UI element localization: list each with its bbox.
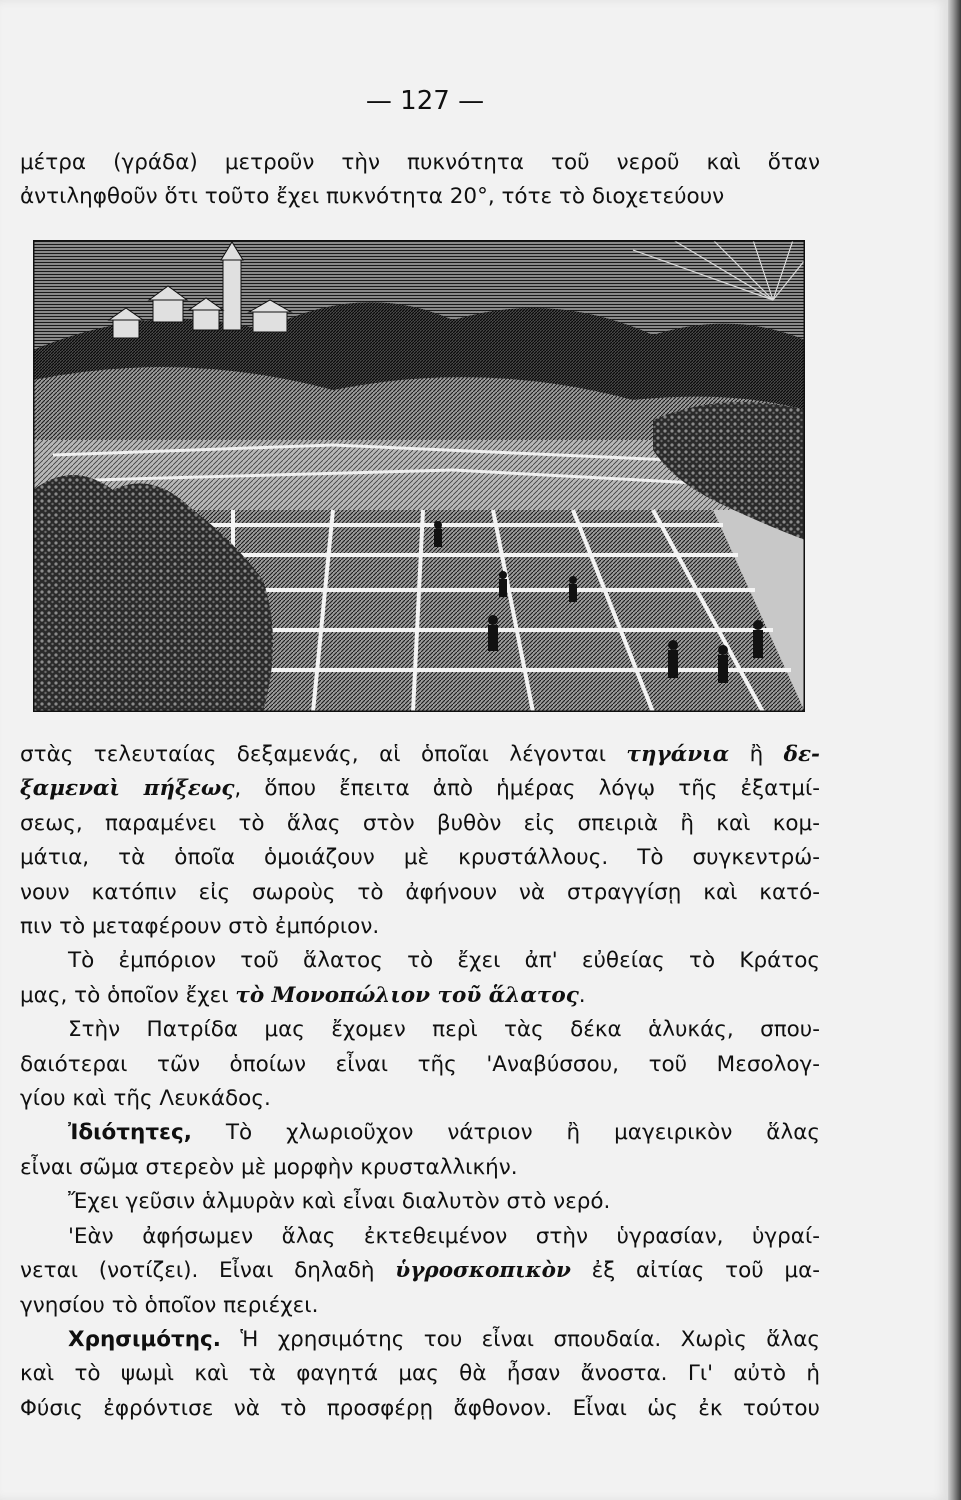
text-line: Ἰδιότητες, Τὸ χλωριοῦχον νάτριον ἢ μαγειρικὸν ἅλας bbox=[68, 1120, 820, 1146]
paragraph-usefulness bbox=[20, 1323, 820, 1426]
paragraph-hygroscopic bbox=[20, 1220, 820, 1323]
paragraph-taste bbox=[20, 1185, 820, 1219]
page-number: — 127 — bbox=[365, 86, 485, 116]
salt-pans-engraving-icon bbox=[33, 240, 805, 712]
text-line: ξαμεναὶ πήξεως, ὅπου ἔπειτα ἀπὸ ἡμέρας λόγῳ τῆς ἐξατμί- bbox=[20, 776, 820, 802]
text-line: γνησίου τὸ ὁποῖον περιέχει. bbox=[20, 1292, 319, 1318]
page-edge bbox=[948, 0, 961, 1500]
text-line: στὰς τελευταίας δεξαμενάς, αἱ ὁποῖαι λέγονται τηγάνια ἢ δε- bbox=[20, 742, 820, 767]
paragraph-greece bbox=[20, 1013, 820, 1116]
paragraph-salt-pans bbox=[20, 738, 820, 944]
section-heading-properties: Ἰδιότητες, bbox=[68, 1120, 192, 1146]
text-line: Τὸ ἐμπόριον τοῦ ἅλατος τὸ ἔχει ἀπ' εὐθείας τὸ Κράτος bbox=[68, 948, 820, 974]
text-line: Φύσις ἐφρόντισε νὰ τὸ προσφέρῃ ἄφθονον. Εἶναι ὡς ἐκ τούτου bbox=[20, 1395, 820, 1421]
text-line: πιν τὸ μεταφέρουν στὸ ἐμπόριον. bbox=[20, 914, 380, 940]
text-line: Στὴν Πατρίδα μας ἔχομεν περὶ τὰς δέκα ἁλυκάς, σπου- bbox=[68, 1017, 820, 1043]
text-line: νεται (νοτίζει). Εἶναι δηλαδὴ ὑγροσκοπικὸν ἐξ αἰτίας τοῦ μα- bbox=[20, 1258, 820, 1284]
text-line: 'Εὰν ἀφήσωμεν ἅλας ἐκτεθειμένον στὴν ὑγρασίαν, ὑγραί- bbox=[68, 1223, 820, 1249]
text-line: νουν κατόπιν εἰς σωροὺς τὸ ἀφήνουν νὰ στραγγίσῃ καὶ κατό- bbox=[20, 879, 820, 905]
text-line: δαιότεραι τῶν ὁποίων εἶναι τῆς 'Αναβύσσου, τοῦ Μεσολογ- bbox=[20, 1051, 820, 1077]
text-line: μέτρα (γράδα) μετροῦν τὴν πυκνότητα τοῦ νεροῦ καὶ ὅταν bbox=[20, 150, 820, 175]
text-line: καὶ τὸ ψωμὶ καὶ τὰ φαγητά μας θὰ ἦσαν ἄνοστα. Γι' αὐτὸ ἡ bbox=[20, 1361, 820, 1387]
text-line: εἶναι σῶμα στερεὸν μὲ μορφὴν κρυσταλλικήν. bbox=[20, 1154, 518, 1180]
text-line: Ἔχει γεῦσιν ἁλμυρὰν καὶ εἶναι διαλυτὸν στὸ νερό. bbox=[68, 1189, 611, 1215]
main-text bbox=[20, 738, 820, 1426]
text-line: μάτια, τὰ ὁποῖα ὁμοιάζουν μὲ κρυστάλλους. Τὸ συγκεντρώ- bbox=[20, 845, 820, 871]
text-line: σεως, παραμένει τὸ ἅλας στὸν βυθὸν εἰς σπειριὰ ἢ καὶ κομ- bbox=[20, 810, 820, 836]
text-line: ἀντιληφθοῦν ὅτι τοῦτο ἔχει πυκνότητα 20°, τότε τὸ διοχετεύουν bbox=[20, 184, 725, 210]
text-line: μας, τὸ ὁποῖον ἔχει τὸ Μονοπώλιον τοῦ ἅλατος. bbox=[20, 982, 586, 1008]
salt-pans-illustration bbox=[33, 240, 805, 712]
paragraph-trade bbox=[20, 944, 820, 1013]
section-heading-usefulness: Χρησιμότης. bbox=[68, 1326, 221, 1352]
top-paragraph bbox=[20, 146, 820, 215]
text-line: γίου καὶ τῆς Λευκάδος. bbox=[20, 1086, 271, 1112]
text-line: Χρησιμότης. Ἡ χρησιμότης του εἶναι σπουδαία. Χωρὶς ἅλας bbox=[68, 1326, 820, 1352]
paragraph-properties bbox=[20, 1116, 820, 1185]
